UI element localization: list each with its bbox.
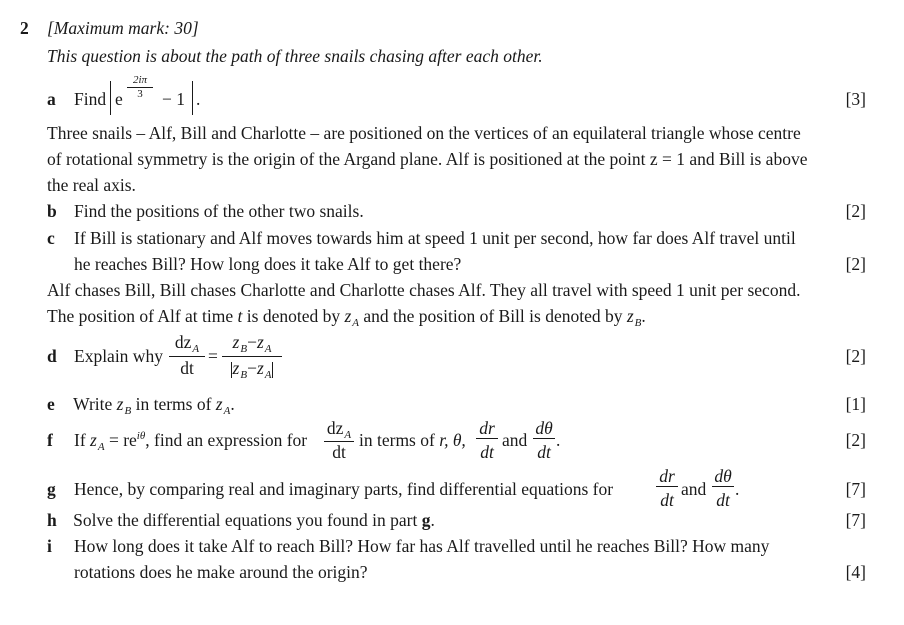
exponent-denominator: 3 [137, 88, 143, 100]
var-z: z [116, 394, 124, 414]
part-h-ref: g [421, 510, 431, 530]
part-b-letter: b [47, 201, 57, 221]
subscript-a: A [352, 317, 360, 329]
part-h-letter: h [47, 510, 57, 530]
subscript-b: B [124, 405, 132, 417]
part-i-line-1: How long does it take Alf to reach Bill? How far has Alf travelled until he reaches Bill? How many [74, 536, 770, 556]
dt-denominator-2: dt [716, 490, 730, 510]
part-g-mark: [7] [845, 479, 866, 499]
var-z-a: z [344, 306, 352, 326]
part-e [47, 391, 235, 420]
context-line-2: of rotational symmetry is the origin of the Argand plane. Alf is positioned at the point z = 1 and Bill is above [47, 149, 808, 169]
dz-numerator: $dz_A$ [324, 418, 354, 442]
dt-denominator-2: dt [480, 442, 494, 462]
part-a-period: . [196, 89, 201, 109]
part-e-period: . [230, 394, 235, 414]
part-e-letter: e [47, 394, 55, 414]
part-a-letter: a [47, 89, 56, 109]
context-line-3: the real axis. [47, 175, 136, 195]
var-t: t [237, 306, 243, 326]
part-g-text: Hence, by comparing real and imaginary parts, find differential equations for [74, 479, 614, 499]
subscript-a: A [223, 405, 231, 417]
dt-denominator: dt [332, 442, 346, 462]
part-h-text: Solve the differential equations you found in part [73, 510, 418, 530]
part-f-letter: f [47, 430, 53, 450]
part-d-text: Explain why [74, 346, 163, 366]
part-f-text-b: in terms of r, θ, [359, 430, 466, 450]
part-c-mark: [2] [845, 254, 866, 274]
var-z: z [215, 394, 223, 414]
context2-period: . [641, 306, 646, 326]
part-e-text-a: Write [73, 394, 113, 414]
context2-text-b: is denoted by [246, 306, 341, 326]
dt-denominator: dt [660, 490, 674, 510]
minus-one: − 1 [162, 89, 185, 109]
dt-denominator-3: dt [537, 442, 551, 462]
part-a-find: Find [74, 89, 107, 109]
part-c-letter: c [47, 228, 55, 248]
difference-numerator: $z_B-z_A$ [222, 331, 282, 357]
context2-line-1: Alf chases Bill, Bill chases Charlotte and Charlotte chases Alf. They all travel with speed 1 unit per second. [47, 280, 801, 300]
dtheta-numerator: dθ [533, 418, 555, 439]
part-f-mark: [2] [845, 430, 866, 450]
question-intro: This question is about the path of three snails chasing after each other. [47, 46, 543, 66]
part-f-if: If $z_A = re^{i\theta}$, find an expression for [74, 430, 308, 453]
subscript-b: B [634, 317, 642, 329]
dt-denominator: dt [180, 358, 194, 378]
dr-numerator: dr [476, 418, 498, 439]
context2-text-c: and the position of Bill is denoted by [363, 306, 623, 326]
context2-text-a: The position of Alf at time [47, 306, 234, 326]
context2-line-2 [47, 303, 646, 332]
base-e: e [115, 89, 123, 109]
part-d-mark: [2] [845, 346, 866, 366]
abs-bar-left [110, 81, 111, 115]
part-c-line-2: he reaches Bill? How long does it take Alf to get there? [74, 254, 462, 274]
dr-numerator: dr [656, 466, 678, 487]
part-b-text: Find the positions of the other two snails. [74, 201, 364, 221]
var-z-b: z [626, 306, 634, 326]
part-c-line-1: If Bill is stationary and Alf moves towards him at speed 1 unit per second, how far does Alf travel until [74, 228, 796, 248]
question-number: 2 [20, 18, 29, 38]
abs-bar-right [192, 81, 193, 115]
part-f-and: and [502, 430, 528, 450]
part-d-letter: d [47, 346, 57, 366]
max-mark: [Maximum mark: 30] [47, 18, 199, 38]
part-i-letter: i [47, 536, 52, 556]
dz-numerator: $dz_A$ [169, 331, 205, 357]
part-b-mark: [2] [845, 201, 866, 221]
part-h-period: . [430, 510, 435, 530]
part-g-period: . [735, 479, 740, 499]
part-e-text-b: in terms of [135, 394, 212, 414]
dtheta-numerator: dθ [712, 466, 734, 487]
part-a-mark: [3] [845, 89, 866, 109]
part-i-line-2: rotations does he make around the origin? [74, 562, 368, 582]
part-h-mark: [7] [845, 510, 866, 530]
equals-sign: = [208, 346, 218, 366]
part-e-mark: [1] [845, 394, 866, 414]
part-g-letter: g [47, 479, 56, 499]
part-f-period: . [556, 430, 561, 450]
modulus-denominator: $z_B-z_A$ [232, 358, 272, 381]
exponent-numerator: 2iπ [127, 74, 153, 88]
context-line-1: Three snails – Alf, Bill and Charlotte – are positioned on the vertices of an equilateral triangle whose centre [47, 123, 801, 143]
part-i-mark: [4] [845, 562, 866, 582]
part-h [47, 507, 435, 533]
part-g-and: and [681, 479, 707, 499]
